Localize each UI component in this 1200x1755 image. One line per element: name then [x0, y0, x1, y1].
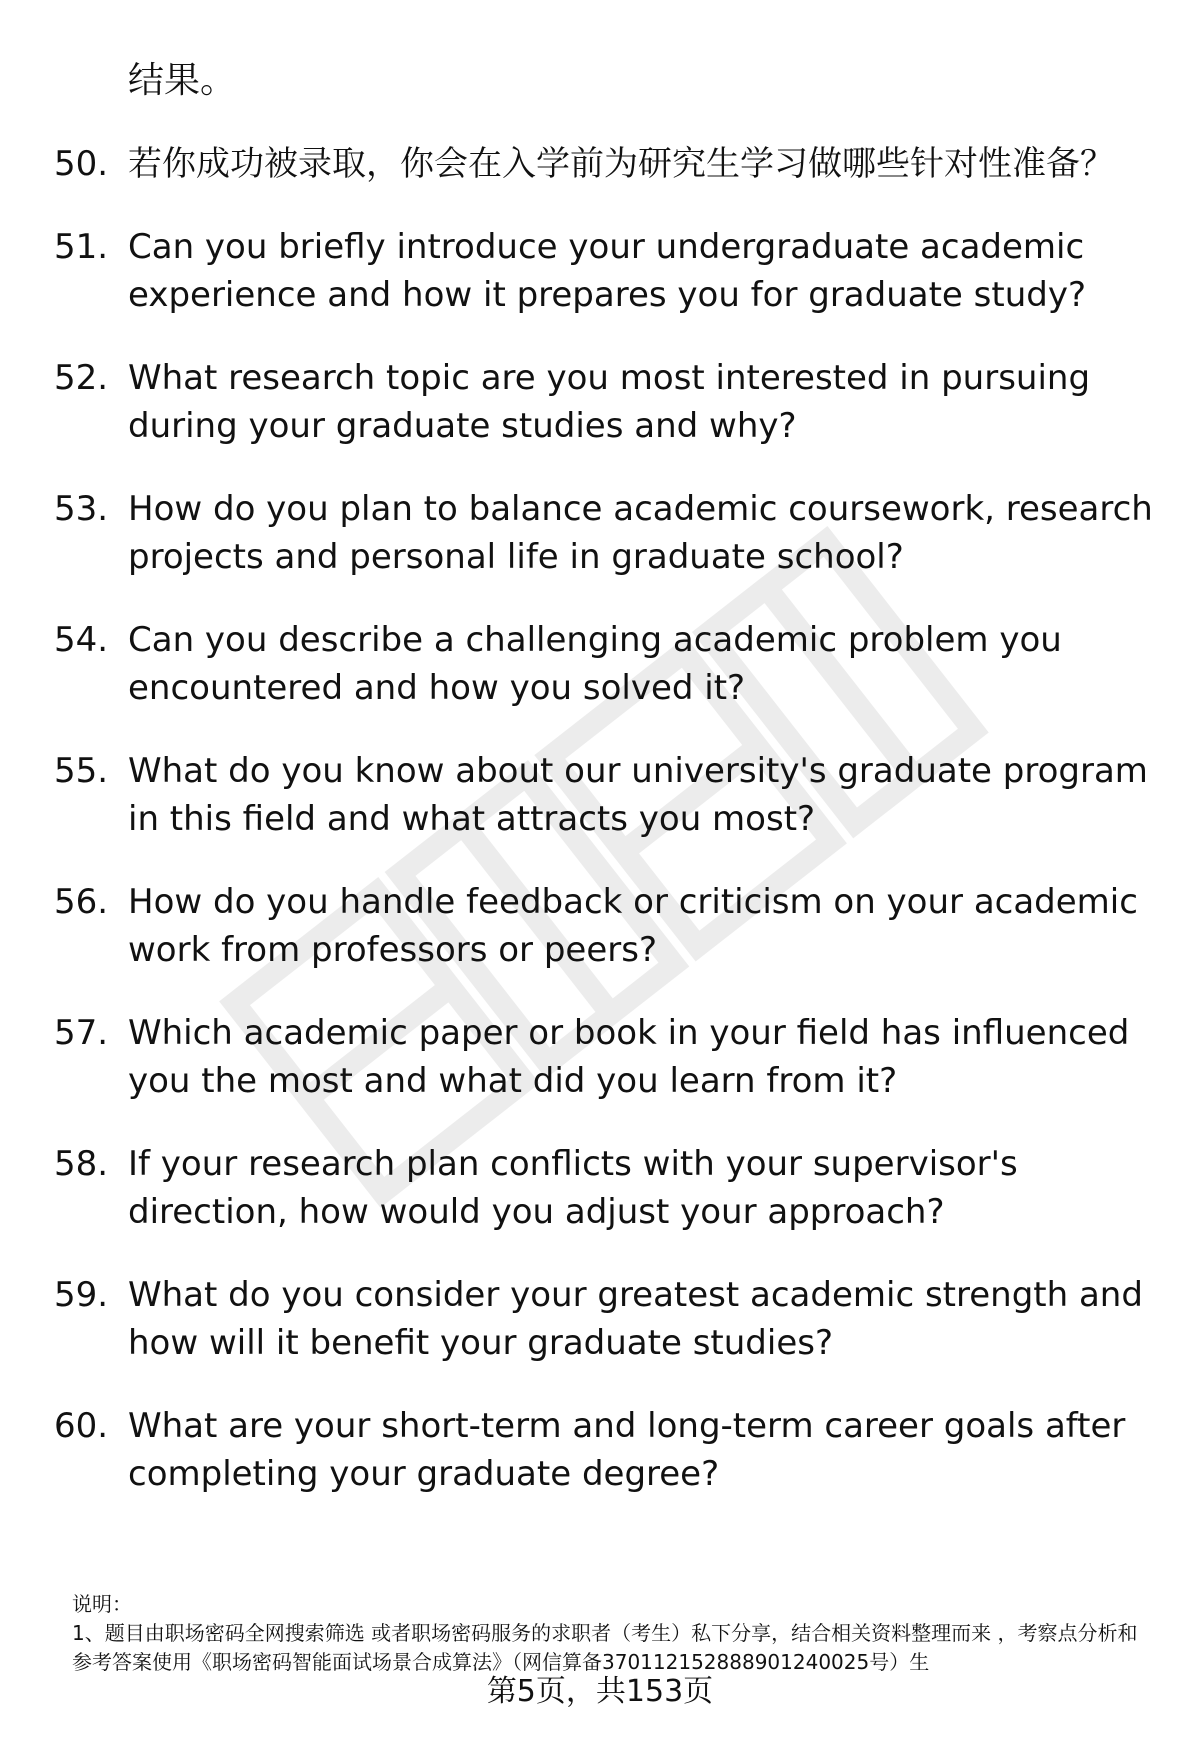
- question-item: [0, 747, 1200, 844]
- question-list: [0, 140, 1200, 1533]
- question-text: How do you plan to balance academic coursework, research projects and personal life in graduate school?: [128, 488, 1153, 577]
- question-item: [0, 1402, 1200, 1499]
- question-item: [0, 1009, 1200, 1106]
- question-number: 59.: [54, 1274, 109, 1315]
- question-text: Which academic paper or book in your field has influenced you the most and what did you learn from it?: [128, 1012, 1130, 1101]
- question-text: Can you describe a challenging academic problem you encountered and how you solved it?: [128, 619, 1062, 708]
- question-item: [0, 223, 1200, 320]
- question-item: [0, 878, 1200, 975]
- question-text: If your research plan conflicts with your supervisor's direction, how would you adjust your approach?: [128, 1143, 1018, 1232]
- question-item: [0, 616, 1200, 713]
- question-number: 55.: [54, 750, 109, 791]
- question-text: What do you consider your greatest academic strength and how will it benefit your graduate studies?: [128, 1274, 1143, 1363]
- question-number: 60.: [54, 1405, 109, 1446]
- question-number: 51.: [54, 226, 109, 267]
- continuation-text: 结果。: [128, 60, 237, 101]
- question-item: [0, 485, 1200, 582]
- question-item: [0, 1271, 1200, 1368]
- question-text: How do you handle feedback or criticism on your academic work from professors or peers?: [128, 881, 1138, 970]
- page-footer: 第5页，共153页: [486, 1674, 714, 1709]
- question-text: What do you know about our university's graduate program in this field and what attracts you most?: [128, 750, 1148, 839]
- question-number: 50.: [54, 144, 109, 184]
- question-number: 58.: [54, 1143, 109, 1184]
- question-text: 若你成功被录取，你会在入学前为研究生学习做哪些针对性准备？: [128, 144, 1114, 184]
- notes-heading: 说明：: [72, 1592, 132, 1616]
- question-item: [0, 1140, 1200, 1237]
- question-number: 53.: [54, 488, 109, 529]
- notes-line-1: 1、题目由职场密码全网搜索筛选 或者职场密码服务的求职者（考生）私下分享，结合相关资料整理而来 ，考察点分析和参考答案使用《职场密码智能面试场景合成算法》（网信算备370112152888901240025号）生: [72, 1621, 1138, 1674]
- question-text: What are your short-term and long-term career goals after completing your graduate degree?: [128, 1405, 1126, 1494]
- question-number: 52.: [54, 357, 109, 398]
- question-item: [0, 354, 1200, 451]
- notes-section: [72, 1590, 1152, 1677]
- question-number: 57.: [54, 1012, 109, 1053]
- question-number: 54.: [54, 619, 109, 660]
- question-text: Can you briefly introduce your undergraduate academic experience and how it prepares you for graduate study?: [128, 226, 1086, 315]
- question-text: What research topic are you most interested in pursuing during your graduate studies and why?: [128, 357, 1091, 446]
- question-number: 56.: [54, 881, 109, 922]
- question-item: [0, 140, 1200, 189]
